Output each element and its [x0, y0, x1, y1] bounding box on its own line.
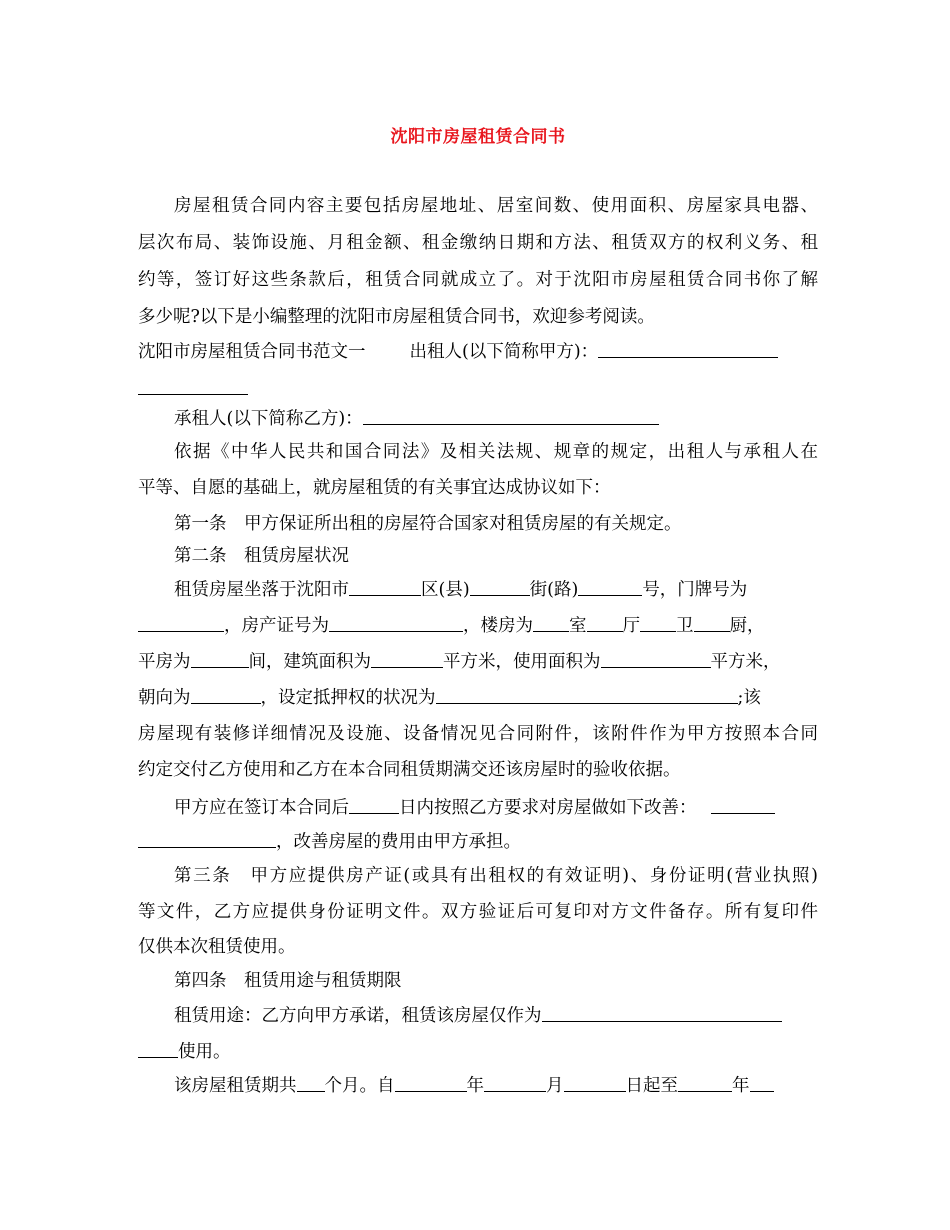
- article-4-heading: 第四条 租赁用途与租赁期限: [174, 971, 402, 991]
- mortgage-blank: [436, 702, 738, 704]
- orientation-line: [138, 686, 818, 710]
- document-title: 沈阳市房屋租赁合同书: [390, 127, 566, 147]
- lessor-blank-cont: [138, 393, 248, 395]
- use-area-label: 平方米，使用面积为: [443, 652, 601, 672]
- location-line: [174, 578, 818, 602]
- end-year-label: 年: [732, 1076, 750, 1096]
- lessor-line: [138, 340, 818, 364]
- kitchen-blank: [694, 630, 730, 632]
- bungalow-blank: [191, 666, 249, 668]
- lessor-blank: [598, 356, 778, 358]
- orientation-blank: [191, 702, 261, 704]
- door-number-label: 号，门牌号为: [642, 580, 748, 600]
- paragraph-line: 层次布局、装饰设施、月租金额、租金缴纳日期和方法、租赁双方的权利义务、租: [138, 233, 818, 253]
- end-year-blank: [678, 1090, 732, 1092]
- from-label: 个月。自: [324, 1076, 395, 1096]
- usage-blank-cont: [138, 1056, 178, 1058]
- building-label: ，楼房为: [463, 616, 533, 636]
- improvement-label: 甲方应在签订本合同后: [174, 798, 349, 818]
- paragraph-line: 等文件，乙方应提供身份证明文件。双方验证后可复印对方文件备存。所有复印件: [138, 902, 818, 922]
- paragraph-line: 约等，签订好这些条款后，租赁合同就成立了。对于沈阳市房屋租赁合同书你了解: [138, 270, 818, 290]
- hall-label: 厅: [622, 616, 640, 636]
- improvement-blank: [711, 812, 775, 814]
- improvement-cost-text: ，改善房屋的费用由甲方承担。: [276, 832, 521, 852]
- street-label: 街(路): [529, 580, 579, 600]
- bath-blank: [640, 630, 676, 632]
- lessee-line: [174, 407, 818, 431]
- article-2-heading: 第二条 租赁房屋状况: [174, 546, 349, 566]
- orientation-label: 朝向为: [138, 688, 191, 708]
- paragraph-line: 房屋现有装修详细情况及设施、设备情况见合同附件，该附件作为甲方按照本合同: [138, 724, 818, 744]
- paragraph-line: 房屋租赁合同内容主要包括房屋地址、居室间数、使用面积、房屋家具电器、: [174, 196, 818, 216]
- days-blank: [349, 812, 399, 814]
- deed-blank: [329, 630, 463, 632]
- lessee-blank: [363, 423, 659, 425]
- usage-label: 租赁用途：乙方向甲方承诺，租赁该房屋仅作为: [174, 1006, 542, 1026]
- bath-label: 卫: [676, 616, 694, 636]
- street-blank: [470, 594, 530, 596]
- use-area-blank: [601, 666, 711, 668]
- build-area-label: 间，建筑面积为: [248, 652, 371, 672]
- sqm-label: 平方米，: [710, 652, 781, 672]
- kitchen-label: 厨，: [729, 616, 765, 636]
- semicolon-text: ;该: [737, 688, 761, 708]
- start-month-blank: [484, 1090, 546, 1092]
- door-number-blank: [138, 630, 224, 632]
- improvement-cost-line: [138, 830, 818, 854]
- start-year-blank: [395, 1090, 467, 1092]
- district-blank: [349, 594, 421, 596]
- start-day-blank: [564, 1090, 626, 1092]
- district-label: 区(县): [421, 580, 470, 600]
- paragraph-line: 平等、自愿的基础上，就房屋租赁的有关事宜达成协议如下：: [138, 478, 611, 498]
- deed-line: [138, 614, 818, 638]
- room-label: 室: [569, 616, 587, 636]
- month-label: 月: [546, 1076, 564, 1096]
- lessor-label: 出租人(以下简称甲方)：: [409, 342, 599, 362]
- sample-heading: 沈阳市房屋租赁合同书范文一: [138, 342, 366, 362]
- paragraph-line: 仅供本次租赁使用。: [138, 937, 296, 957]
- term-label: 该房屋租赁期共: [174, 1076, 297, 1096]
- term-line: [174, 1074, 818, 1098]
- build-area-blank: [371, 666, 443, 668]
- improvement-blank-cont: [138, 846, 276, 848]
- article-3: 第三条 甲方应提供房产证(或具有出租权的有效证明)、身份证明(营业执照): [174, 866, 818, 886]
- blank-line: [138, 377, 818, 401]
- location-text: 租赁房屋坐落于沈阳市: [174, 580, 349, 600]
- bungalow-label: 平房为: [138, 652, 191, 672]
- usage-line: [174, 1004, 818, 1028]
- paragraph-line: 约定交付乙方使用和乙方在本合同租赁期满交还该房屋时的验收依据。: [138, 760, 681, 780]
- hall-blank: [587, 630, 623, 632]
- months-blank: [297, 1090, 325, 1092]
- paragraph-line: 依据《中华人民共和国合同法》及相关法规、规章的规定，出租人与承租人在: [174, 442, 818, 462]
- lessee-label: 承租人(以下简称乙方)：: [174, 409, 363, 429]
- number-blank: [578, 594, 642, 596]
- article-1: 第一条 甲方保证所出租的房屋符合国家对租赁房屋的有关规定。: [174, 514, 682, 534]
- year-label: 年: [466, 1076, 484, 1096]
- area-line: [138, 650, 818, 674]
- to-label: 日起至: [625, 1076, 678, 1096]
- usage-blank: [542, 1020, 782, 1022]
- room-blank: [533, 630, 569, 632]
- deed-label: ，房产证号为: [224, 616, 329, 636]
- mortgage-label: ，设定抵押权的状况为: [260, 688, 436, 708]
- usage-cont-line: [138, 1040, 818, 1064]
- usage-text: 使用。: [178, 1042, 231, 1062]
- paragraph-line: 多少呢?以下是小编整理的沈阳市房屋租赁合同书，欢迎参考阅读。: [138, 307, 655, 327]
- improvement-line: [174, 796, 818, 820]
- improvement-text: 日内按照乙方要求对房屋做如下改善：: [399, 798, 697, 818]
- end-month-blank: [750, 1090, 774, 1092]
